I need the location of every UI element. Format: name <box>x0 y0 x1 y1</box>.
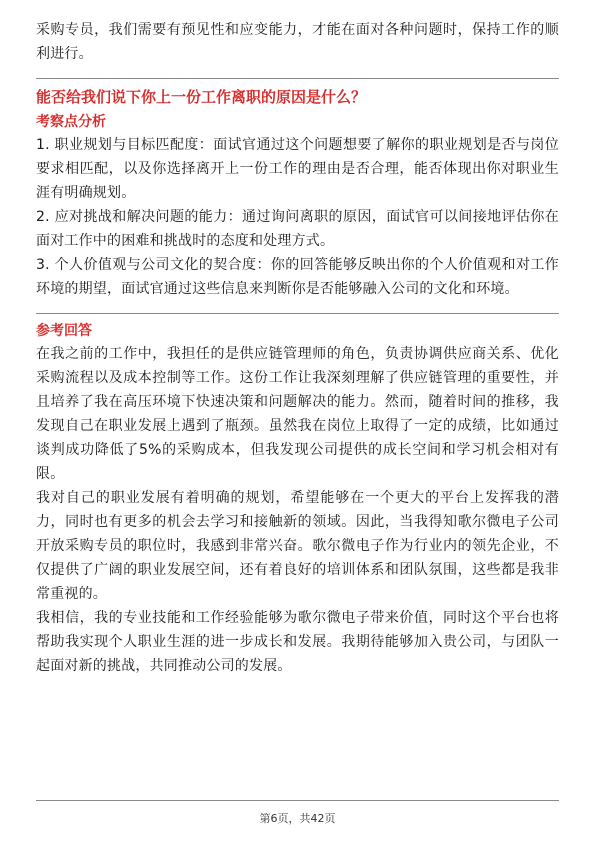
page-content <box>36 18 559 678</box>
analysis-heading: 考察点分析 <box>36 114 106 130</box>
answer-paragraph: 我相信，我的专业技能和工作经验能够为歌尔微电子带来价值，同时这个平台也将帮助我实现个人职业生涯的进一步成长和发展。我期待能够加入贵公司，与团队一起面对新的挑战，共同推动公司的发展。 <box>36 610 559 674</box>
page-number: 第6页，共42页 <box>259 812 336 825</box>
question-heading: 能否给我们说下你上一份工作离职的原因是什么？ <box>36 88 367 106</box>
section-divider <box>36 78 559 79</box>
analysis-point: 2. 应对挑战和解决问题的能力：通过询问离职的原因，面试官可以间接地评估你在面对工作中的困难和挑战时的态度和处理方式。 <box>36 209 559 249</box>
analysis-point: 1. 职业规划与目标匹配度：面试官通过这个问题想要了解你的职业规划是否与岗位要求相匹配，以及你选择离开上一份工作的理由是否合理，能否体现出你对职业生涯有明确规划。 <box>36 137 559 201</box>
answer-heading: 参考回答 <box>36 323 92 339</box>
analysis-point: 3. 个人价值观与公司文化的契合度：你的回答能够反映出你的个人价值观和对工作环境的期望，面试官通过这些信息来判断你是否能够融入公司的文化和环境。 <box>36 257 559 297</box>
footer-divider <box>36 800 559 801</box>
answer-paragraph: 我对自己的职业发展有着明确的规划，希望能够在一个更大的平台上发挥我的潜力，同时也有更多的机会去学习和接触新的领域。因此，当我得知歌尔微电子公司开放采购专员的职位时，我感到非常兴奋。歌尔微电子作为行业内的领先企业，不仅提供了广阔的职业发展空间，还有着良好的培训体系和团队氛围，这些都是我非常重视的。 <box>36 490 559 602</box>
answer-paragraph: 在我之前的工作中，我担任的是供应链管理师的角色，负责协调供应商关系、优化采购流程以及成本控制等工作。这份工作让我深刻理解了供应链管理的重要性，并且培养了我在高压环境下快速决策和问题解决的能力。然而，随着时间的推移，我发现自己在职业发展上遇到了瓶颈。虽然我在岗位上取得了一定的成绩，比如通过谈判成功降低了5%的采购成本，但我发现公司提供的成长空间和学习机会相对有限。 <box>36 346 559 482</box>
intro-paragraph: 采购专员，我们需要有预见性和应变能力，才能在面对各种问题时，保持工作的顺利进行。 <box>36 22 559 62</box>
section-divider <box>36 313 559 314</box>
